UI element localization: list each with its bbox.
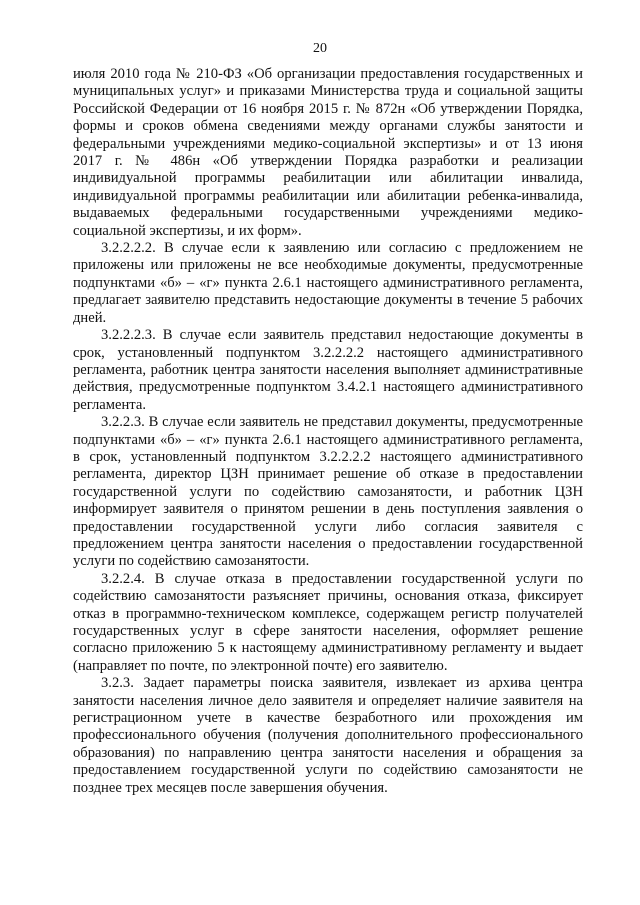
paragraph-3-2-2-3: 3.2.2.3. В случае если заявитель не представил документы, предусмотренные подпунктами «б» – «г» пункта 2.6.1 настоящего административного регламента, в срок, установленный подпунктом 3.2.2.2.2 настоящего административного регламента, директор ЦЗН принимает решение об отказе в предоставлении государственной услуги по содействию самозанятости, и работник ЦЗН информирует заявителя о принятом решении в день поступления заявления о предоставлении государственной услуги либо согласия заявителя с предложением центра занятости населения о предоставлении государственной услуги по содействию самозанятости. — [73, 414, 583, 570]
page-number: 20 — [313, 41, 327, 56]
paragraph-3-2-3: 3.2.3. Задает параметры поиска заявителя, извлекает из архива центра занятости населения личное дело заявителя и определяет наличие заявителя на регистрационном учете в качестве безработного или прохождения им профессионального обучения (получения дополнительного профессионального образования) по направлению центра занятости населения и обращения за предоставлением государственной услуги по содействию самозанятости не позднее трех месяцев после завершения обучения. — [73, 675, 583, 796]
paragraph-3-2-2-4: 3.2.2.4. В случае отказа в предоставлении государственной услуги по содействию самозанятости разъясняет причины, основания отказа, фиксирует отказ в программно-техническом комплексе, содержащем регистр получателей государственных услуг в сфере занятости населения, оформляет решение согласно приложению 5 к настоящему административному регламенту и выдает (направляет по почте, по электронной почте) его заявителю. — [73, 570, 583, 674]
paragraph-continuation: июля 2010 года № 210-ФЗ «Об организации предоставления государственных и муниципальных услуг» и приказами Министерства труда и социальной защиты Российской Федерации от 16 ноября 2015 г. № 872н «Об утверждении Порядка, формы и сроков обмена сведениями между органами службы занятости и федеральными учреждениями медико-социальной экспертизы» и от 13 июня 2017 г. № 486н «Об утверждении Порядка разработки и реализации индивидуальной программы реабилитации или абилитации инвалида, индивидуальной программы реабилитации или абилитации ребенка-инвалида, выдаваемых федеральными государственными учреждениями медико-социальной экспертизы, и их форм». — [73, 66, 583, 239]
paragraph-3-2-2-2-2: 3.2.2.2.2. В случае если к заявлению или согласию с предложением не приложены или приложены не все необходимые документы, предусмотренные подпунктами «б» – «г» пункта 2.6.1 настоящего административного регламента, предлагает заявителю представить недостающие документы в течение 5 рабочих дней. — [73, 240, 583, 326]
paragraph-3-2-2-2-3: 3.2.2.2.3. В случае если заявитель представил недостающие документы в срок, установленный подпунктом 3.2.2.2.2 настоящего административного регламента, работник центра занятости населения выполняет административные действия, предусмотренные подпунктом 3.4.2.1 настоящего административного регламента. — [73, 327, 583, 413]
document-body — [73, 66, 583, 797]
